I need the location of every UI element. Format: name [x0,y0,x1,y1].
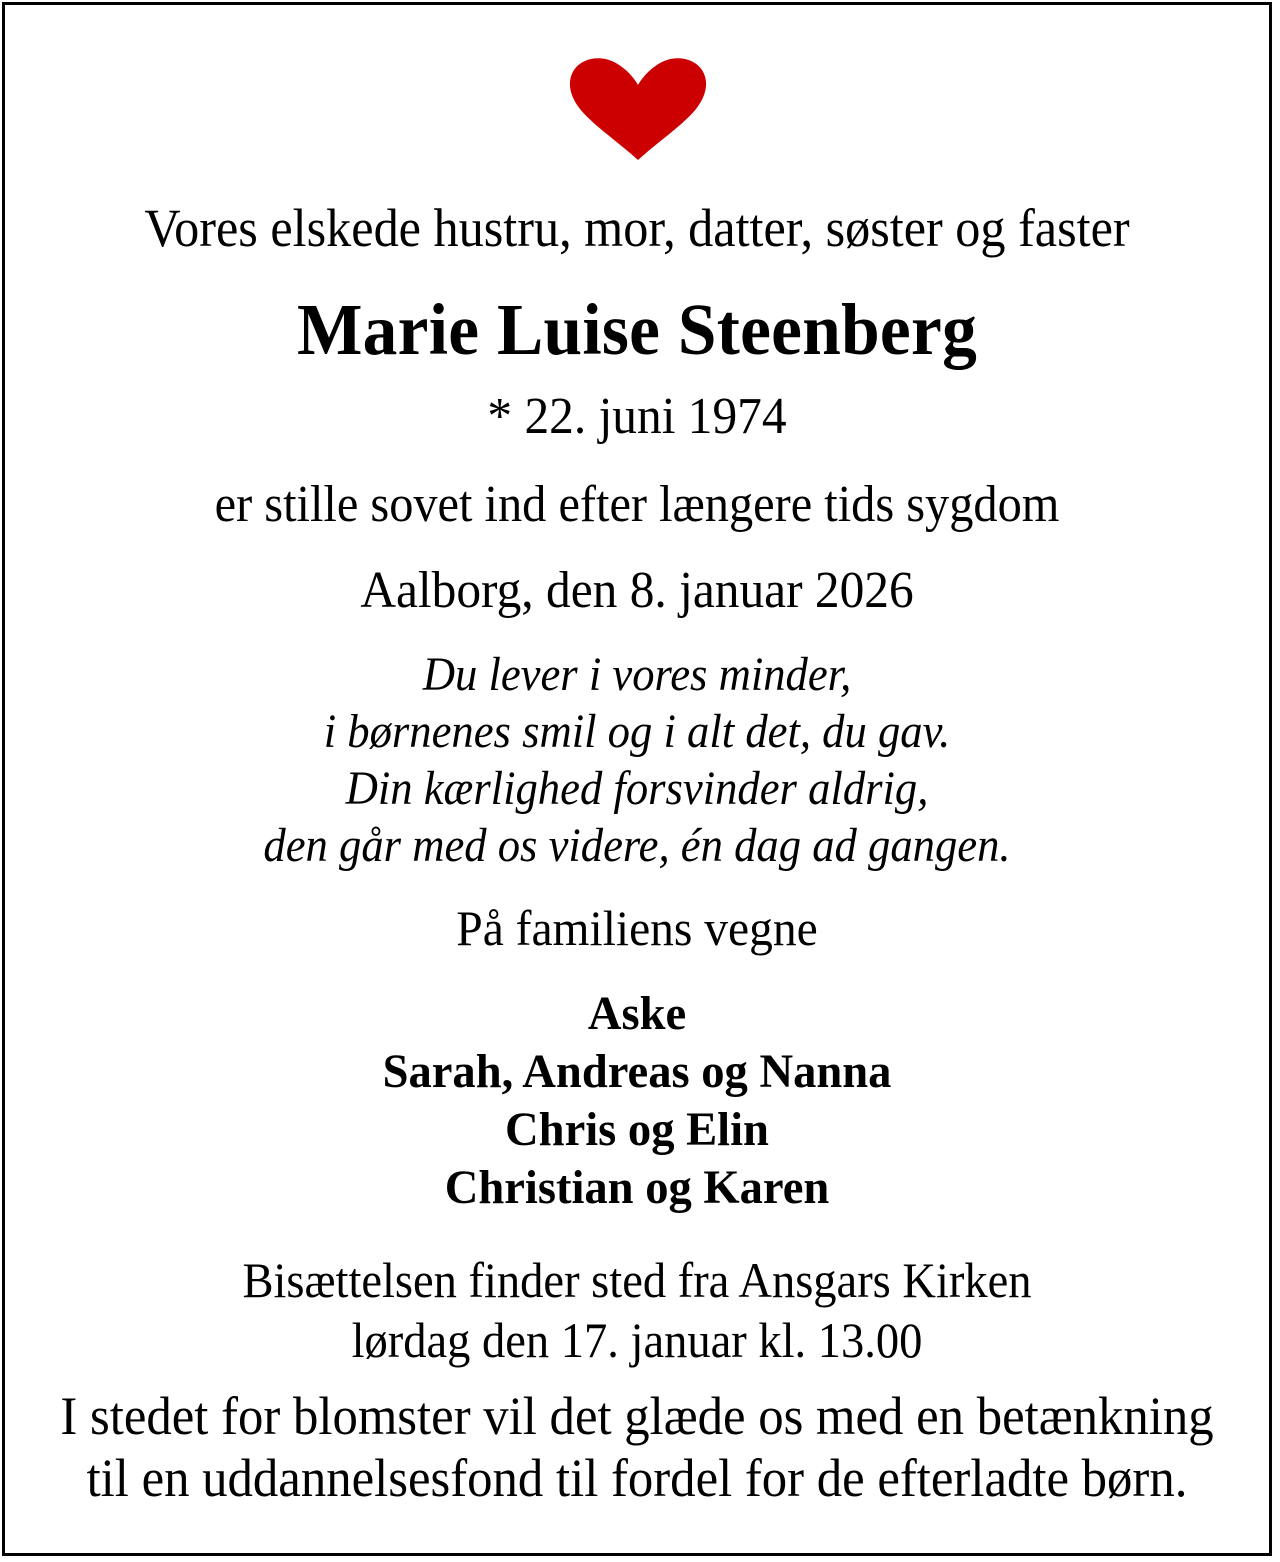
death-notice-card [2,2,1272,1556]
verse-line: Din kærlighed forsvinder aldrig, [345,762,929,815]
deceased-name [37,289,1238,370]
survivor-name-line: Aske [587,987,687,1040]
deceased-name-text: Marie Luise Steenberg [296,289,978,370]
verse-line: Du lever i vores minder, [422,648,852,701]
place-and-date [37,562,1238,619]
donation-line: I stedet for blomster vil det glæde os med en betænkning [60,1386,1214,1446]
donation-request [43,1385,1231,1509]
on-behalf-of-family [37,900,1238,956]
survivor-name-line: Chris og Elin [505,1103,769,1156]
memorial-verse [49,646,1225,874]
birth-date-text: * 22. juni 1974 [487,388,787,445]
survivor-name-line: Sarah, Andreas og Nanna [382,1045,892,1098]
place-and-date-text: Aalborg, den 8. januar 2026 [360,562,914,619]
funeral-service-details [49,1250,1225,1370]
behalf-text: På familiens vegne [456,900,818,956]
intro-relation-line [49,198,1225,258]
survivor-name-line: Christian og Karen [444,1161,830,1214]
verse-line: den går med os videre, én dag ad gangen. [263,819,1011,872]
heart-icon [567,57,709,161]
notice-content [5,5,1269,1553]
survivor-names [24,985,1250,1217]
heart-ornament [5,57,1269,177]
passing-text: er stille sovet ind efter længere tids sygdom [214,476,1060,533]
verse-line: i børnenes smil og i alt det, du gav. [323,705,951,758]
intro-text: Vores elskede hustru, mor, datter, søster og faster [144,198,1130,258]
passing-statement [49,476,1225,533]
donation-line: til en uddannelsesfond til fordel for de efterladte børn. [86,1448,1188,1508]
service-line: lørdag den 17. januar kl. 13.00 [351,1312,923,1368]
birth-date [37,388,1238,445]
service-line: Bisættelsen finder sted fra Ansgars Kirken [242,1252,1032,1308]
